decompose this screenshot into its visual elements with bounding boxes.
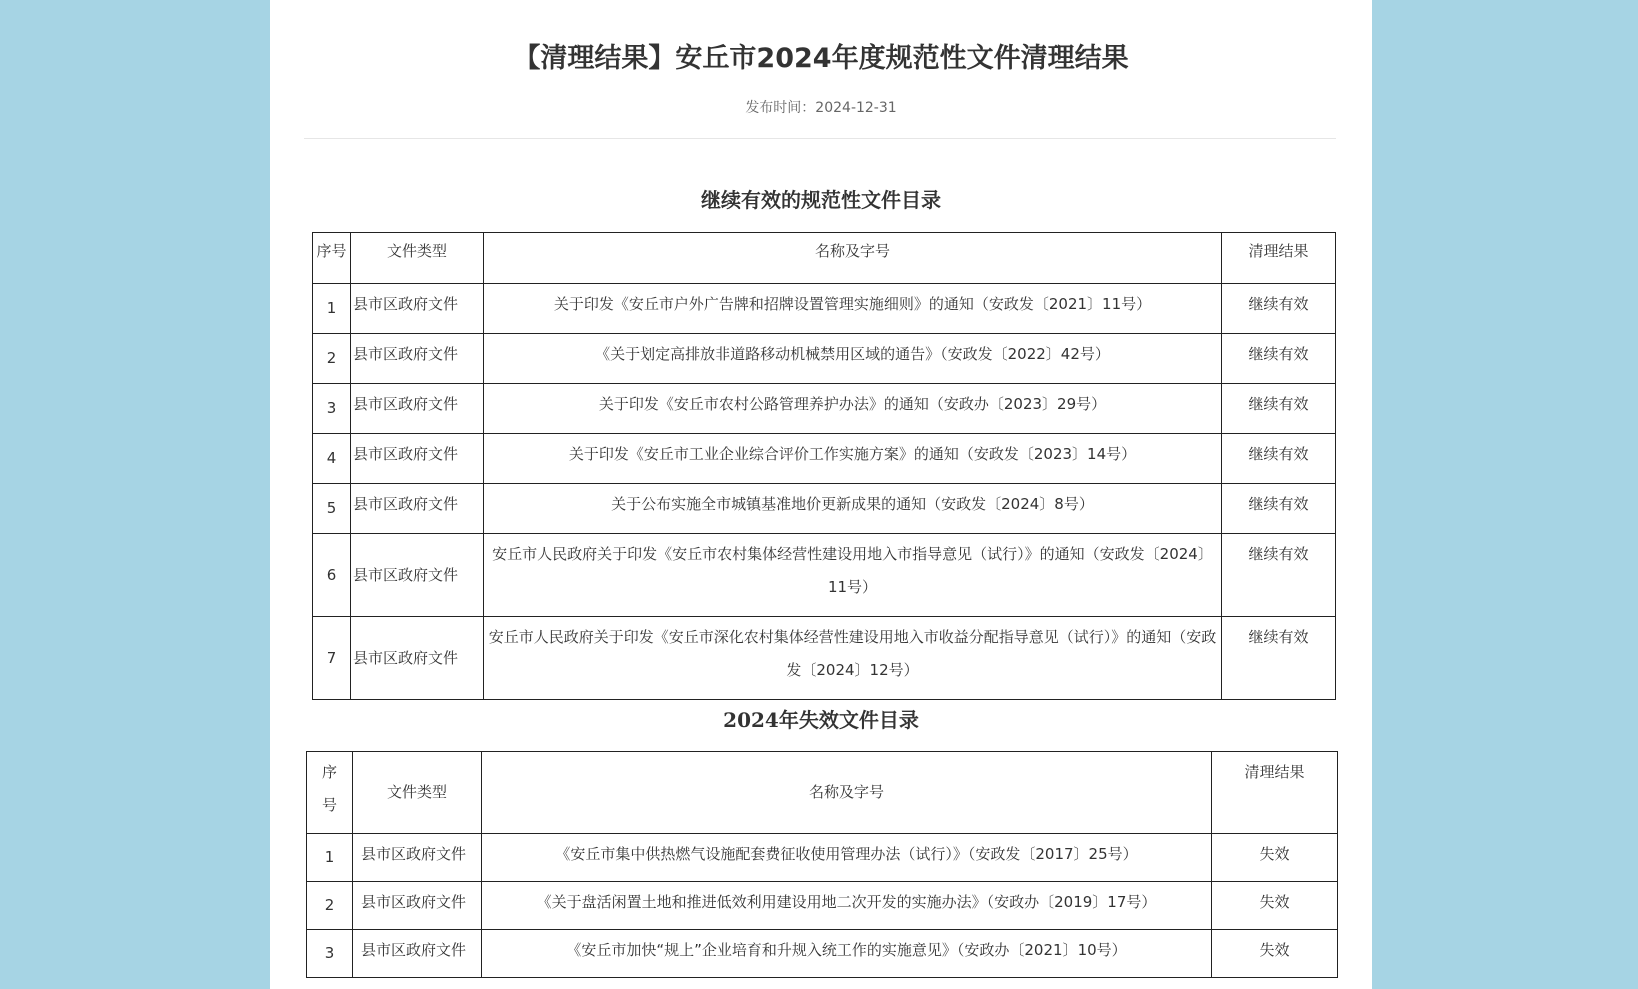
row-name: 关于印发《安丘市户外广告牌和招牌设置管理实施细则》的通知（安政发〔2021〕11号） <box>484 284 1222 334</box>
row-name: 安丘市人民政府关于印发《安丘市农村集体经营性建设用地入市指导意见（试行）》的通知（安政发〔2024〕11号） <box>484 534 1222 617</box>
row-result: 失效 <box>1212 930 1338 978</box>
table-row <box>307 882 1338 930</box>
valid-documents-table <box>312 232 1336 700</box>
row-type: 县市区政府文件 <box>351 334 484 384</box>
article-title: 【清理结果】安丘市2024年度规范性文件清理结果 <box>513 43 1129 74</box>
table-row <box>313 617 1336 700</box>
row-type: 县市区政府文件 <box>351 384 484 434</box>
row-result: 继续有效 <box>1222 534 1336 617</box>
row-name: 关于公布实施全市城镇基准地价更新成果的通知（安政发〔2024〕8号） <box>484 484 1222 534</box>
row-num: 3 <box>313 384 351 434</box>
table-row <box>313 534 1336 617</box>
row-result: 继续有效 <box>1222 484 1336 534</box>
row-name: 《安丘市加快“规上”企业培育和升规入统工作的实施意见》（安政办〔2021〕10号） <box>482 930 1212 978</box>
row-type: 县市区政府文件 <box>353 882 482 930</box>
row-name: 《关于盘活闲置土地和推进低效利用建设用地二次开发的实施办法》（安政办〔2019〕17号） <box>482 882 1212 930</box>
row-num: 3 <box>307 930 353 978</box>
header-result: 清理结果 <box>1212 752 1338 834</box>
row-num: 5 <box>313 484 351 534</box>
title-divider <box>304 138 1336 139</box>
row-result: 继续有效 <box>1222 617 1336 700</box>
header-name: 名称及字号 <box>482 752 1212 834</box>
header-name: 名称及字号 <box>484 233 1222 284</box>
header-num-line1: 序 <box>321 763 337 781</box>
row-result: 继续有效 <box>1222 434 1336 484</box>
row-result: 继续有效 <box>1222 334 1336 384</box>
row-type: 县市区政府文件 <box>351 484 484 534</box>
table-row <box>307 930 1338 978</box>
row-type: 县市区政府文件 <box>351 534 484 617</box>
header-num: 序号 <box>313 233 351 284</box>
header-type: 文件类型 <box>351 233 484 284</box>
row-result: 失效 <box>1212 882 1338 930</box>
table-row <box>313 384 1336 434</box>
row-type: 县市区政府文件 <box>351 434 484 484</box>
publish-time: 发布时间：2024-12-31 <box>745 100 897 116</box>
row-type: 县市区政府文件 <box>353 930 482 978</box>
header-num-line2: 号 <box>321 796 337 814</box>
header-num <box>307 752 353 834</box>
row-name: 关于印发《安丘市农村公路管理养护办法》的通知（安政办〔2023〕29号） <box>484 384 1222 434</box>
table-row <box>307 834 1338 882</box>
row-type: 县市区政府文件 <box>353 834 482 882</box>
row-num: 1 <box>313 284 351 334</box>
table-header-row <box>307 752 1338 834</box>
row-name: 安丘市人民政府关于印发《安丘市深化农村集体经营性建设用地入市收益分配指导意见（试行）》的通知（安政发〔2024〕12号） <box>484 617 1222 700</box>
row-type: 县市区政府文件 <box>351 284 484 334</box>
table-row <box>313 334 1336 384</box>
section-title-valid: 继续有效的规范性文件目录 <box>701 188 941 212</box>
row-result: 失效 <box>1212 834 1338 882</box>
invalid-documents-table <box>306 751 1338 978</box>
section-title-invalid: 2024年失效文件目录 <box>723 708 919 732</box>
article-page <box>270 0 1372 989</box>
row-num: 7 <box>313 617 351 700</box>
table-row <box>313 284 1336 334</box>
table-row <box>313 434 1336 484</box>
header-type: 文件类型 <box>353 752 482 834</box>
table-row <box>313 484 1336 534</box>
header-result: 清理结果 <box>1222 233 1336 284</box>
row-name: 《安丘市集中供热燃气设施配套费征收使用管理办法（试行）》（安政发〔2017〕25号） <box>482 834 1212 882</box>
row-result: 继续有效 <box>1222 284 1336 334</box>
row-num: 4 <box>313 434 351 484</box>
row-name: 关于印发《安丘市工业企业综合评价工作实施方案》的通知（安政发〔2023〕14号） <box>484 434 1222 484</box>
row-num: 2 <box>307 882 353 930</box>
row-num: 1 <box>307 834 353 882</box>
table-header-row <box>313 233 1336 284</box>
row-num: 6 <box>313 534 351 617</box>
row-type: 县市区政府文件 <box>351 617 484 700</box>
row-name: 《关于划定高排放非道路移动机械禁用区域的通告》（安政发〔2022〕42号） <box>484 334 1222 384</box>
row-num: 2 <box>313 334 351 384</box>
row-result: 继续有效 <box>1222 384 1336 434</box>
